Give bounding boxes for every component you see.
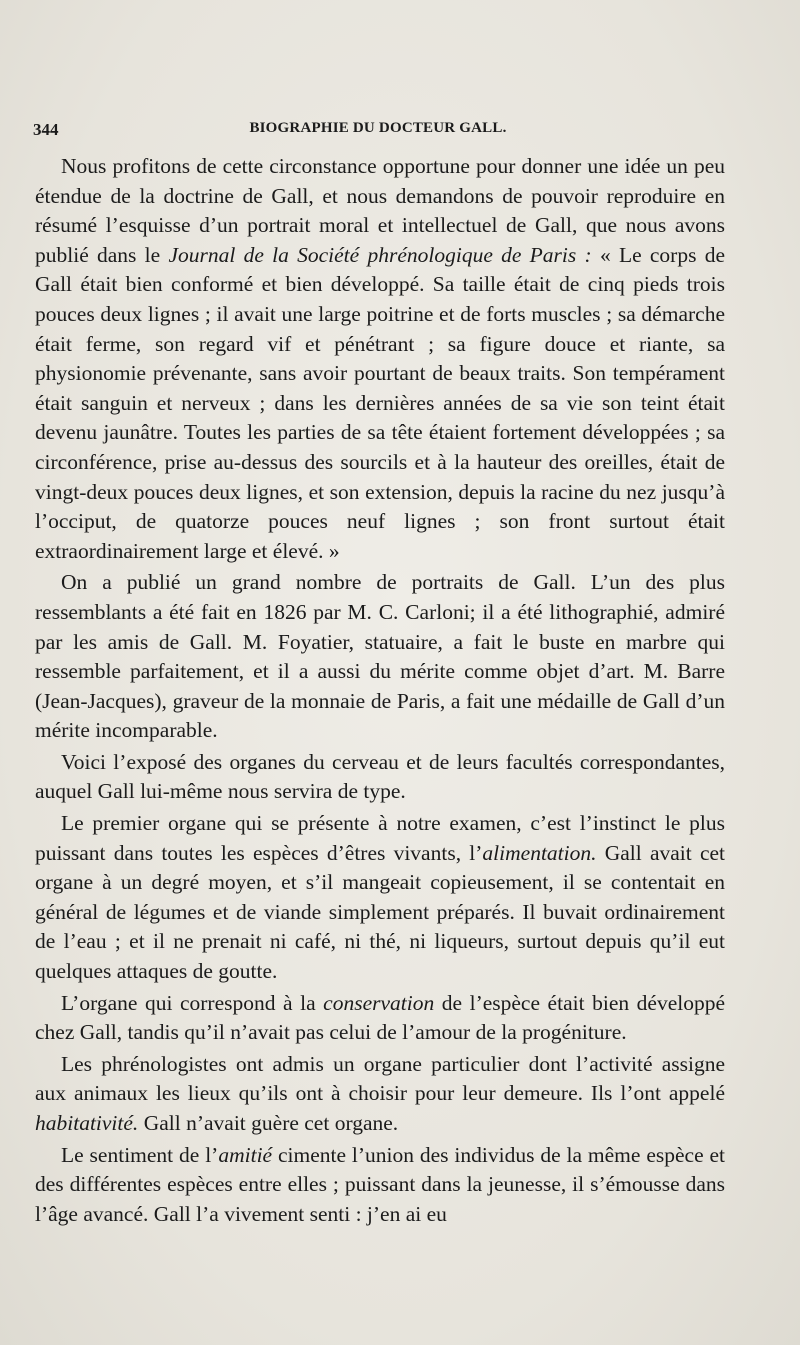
paragraph: Nous profitons de cette circonstance opportune pour donner une idée un peu étendue de la doctrine de Gall, et nous demandons de pouvoir reproduire en résumé l’esquisse d’un portrait moral et intellectuel de Gall, que nous avons publié dans le Journal de la Société phrénologique de Paris : « Le corps de Gall était bien conformé et bien développé. Sa taille était de cinq pieds trois pouces deux lignes ; il avait une large poitrine et de forts muscles ; sa démarche était ferme, son regard vif et pénétrant ; sa figure douce et riante, sa physionomie prévenante, sans avoir pourtant de beaux traits. Son tempérament était sanguin et nerveux ; dans les dernières années de sa vie son teint était devenu jaunâtre. Toutes les parties de sa tête étaient fortement développées ; sa circonférence, prise au-dessus des sourcils et à la hauteur des oreilles, était de vingt-deux pouces deux lignes, et son extension, depuis la racine du nez jusqu’à l’occiput, de quatorze pouces neuf lignes ; son front surtout était extraordinairement large et élevé. » xyxy=(35,154,726,563)
paragraph: Le premier organe qui se présente à notre examen, c’est l’instinct le plus puissant dans toutes les espèces d’êtres vivants, l’alimentation. Gall avait cet organe à un degré moyen, et s’il mangeait copieusement, il se contentait en général de légumes et de viande simplement préparés. Il buvait ordinairement de l’eau ; et il ne prenait ni café, ni thé, ni liqueurs, surtout depuis qu’il eut quelques attaques de goutte. xyxy=(35,811,725,984)
emphasis-term: amitié xyxy=(218,1142,273,1167)
page-number: 344 xyxy=(33,120,59,139)
journal-title: Journal de la Société phrénologique de Paris : xyxy=(168,242,592,267)
paragraph: L’organe qui correspond à la conservation de l’espèce était bien développé chez Gall, tandis qu’il n’avait pas celui de l’amour de la progéniture. xyxy=(35,990,726,1045)
paragraph: Les phrénologistes ont admis un organe particulier dont l’activité assigne aux animaux les lieux qu’ils ont à choisir pour leur demeure. Ils l’ont appelé habitativité. Gall n’avait guère cet organe. xyxy=(35,1051,725,1135)
paragraph: On a publié un grand nombre de portraits de Gall. L’un des plus ressemblants a été fait en 1826 par M. C. Carloni; il a été lithographié, admiré par les amis de Gall. M. Foyatier, statuaire, a fait le buste en marbre qui ressemble parfaitement, et il a aussi du mérite comme objet d’art. M. Barre (Jean-Jacques), graveur de la monnaie de Paris, a fait une médaille de Gall d’un mérite incomparable. xyxy=(35,570,725,743)
paragraph: Voici l’exposé des organes du cerveau et de leurs facultés correspondantes, auquel Gall lui-même nous servira de type. xyxy=(35,749,725,804)
paragraph: Le sentiment de l’amitié cimente l’union des individus de la même espèce et des différentes espèces entre elles ; puissant dans la jeunesse, il s’émousse dans l’âge avancé. Gall l’a vivement senti : j’en ai eu xyxy=(35,1142,726,1226)
running-title: BIOGRAPHIE DU DOCTEUR GALL. xyxy=(249,120,507,136)
page-header xyxy=(33,120,723,144)
emphasis-term: habitativité. xyxy=(35,1111,139,1135)
emphasis-term: conservation xyxy=(323,990,435,1015)
body-text xyxy=(35,152,725,1229)
emphasis-term: alimentation. xyxy=(482,840,597,865)
